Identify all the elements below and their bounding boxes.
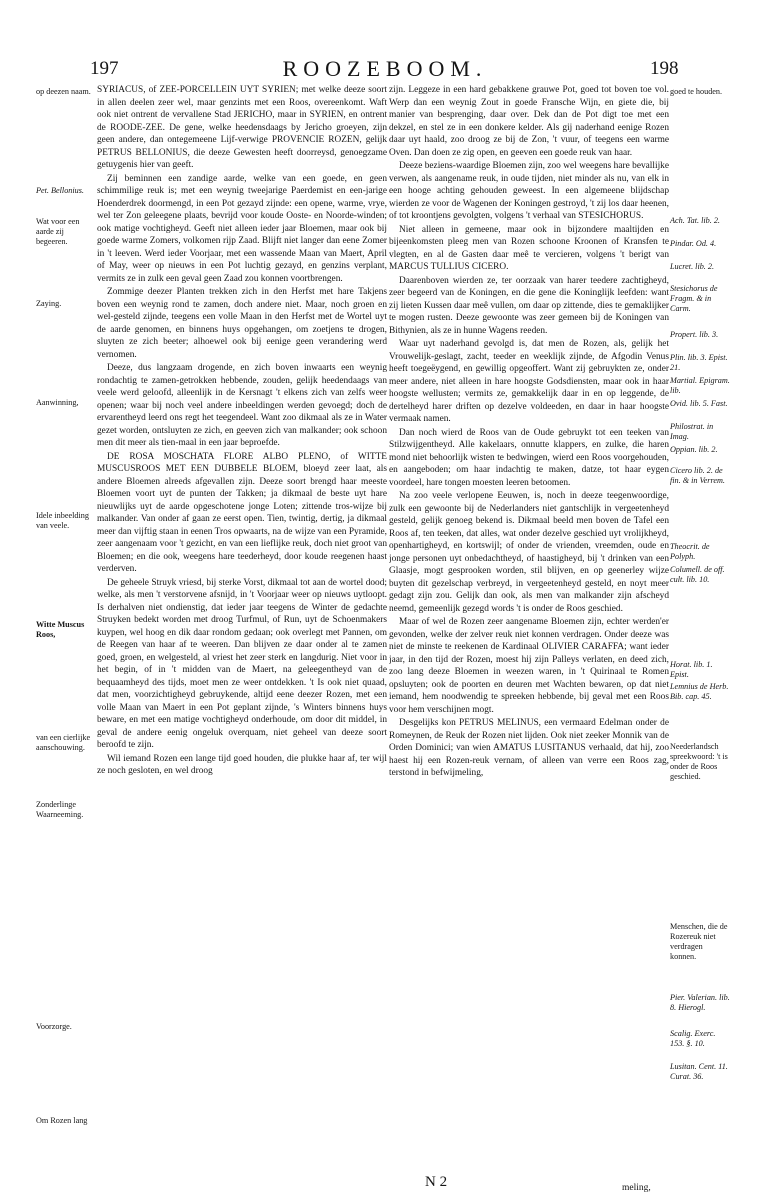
margin-note: Om Rozen lang [36,1116,88,1125]
paragraph: Maar of wel de Rozen zeer aangename Bloemen zijn, echter werden'er gevonden, welke der zelver reuk niet konnen verdragen. Onder deeze was niet de minste te reekenen de Kardinaal OLIVIER CARAFFA; want ieder jaar, in den tijd der Rozen, moest hij zijn Palleys verlaten, en deed zich, zoo lang deeze Bloemen in weezen waren, in 't Quirinaal te Romen opsluyten; ook de poorten en deuren met Wachten bewaren, op dat niet iemand, hem noodwendig te spreeken hebbende, bij geval met een Roos voor hem verschijnen mogt. [389,617,669,715]
margin-note: Pet. Bellonius. [36,186,84,195]
paragraph: Daarenboven wierden ze, ter oorzaak van harer teedere zachtigheyd, zeer begeerd van de Koningen, en die gene die Koninglijk leefden: want zij lieten Kussen daar meê vullen, om daar op zittende, dies te gemaklijker te mogen rusten. Deeze gewoonte was zeer gemeen bij de Koningen van Bithynien, als ze in hunne Wagens reeden. [389,275,669,336]
paragraph: Niet alleen in gemeene, maar ook in bijzondere maaltijden en bijeenkomsten pleeg men van Rozen schoone Kroonen of Kransfen te vlegten, en al de Gasten daar meê te vercieren, volgens 't berigt van MARCUS TULLIUS CICERO. [389,224,669,272]
margin-note: Columell. de off. cult. lib. 10. [670,565,725,584]
page-footer [0,1173,762,1197]
margin-note: Ovid. lib. 5. Fast. [670,399,728,408]
margin-note: Menschen, die de Rozereuk niet verdragen konnen. [670,922,728,961]
margin-note: Propert. lib. 3. [670,330,719,339]
margin-note: Lemnius de Herb. Bib. cap. 45. [670,682,729,701]
paragraph: Zij beminnen een zandige aarde, welke van een goede, en geen schimmilige reuk is; met een weynig tweejarige Paerdemist en een-jarige Hoenderdrek doormengd, in een Pot gezayd zijnde: een opene, warme, vrye, wel ter Zon geleegene plaats, bevrijd voor koude Ooste- en Noorde-winden; ook matige vochtigheyd. Geeft niet alleen ieder jaar Bloemen, maar ook bij goede warme Zomers, volkomen rijp Zaad. Blijft niet langer dan eene Zomer in 't leeven. Werd ieder Voorjaar, met een wassende Maan van Maert, April of May, weer op nieuws in een Pot luchtig gezayd, en genzins verplant, vermits ze in zulk een geval geen Zaad zou konnen voortbrengen. [97,173,387,284]
page-header [0,56,762,82]
margin-note: Cicero lib. 2. de fin. & in Verrem. [670,466,725,485]
margin-note: Plin. lib. 3. Epist. 21. [670,353,728,372]
running-head: ROOZEBOOM. [282,56,488,81]
margin-note: goed te houden. [670,87,723,96]
paragraph: Zommige deezer Planten trekken zich in den Herfst met hare Takjens boven een weynig rond te zamen, doch andere niet. Maar, noch groen en wel-gesteld zijnde, teegens een volle Maan in den Herfst met de Wortel uyt de aarde genomen, en binnens huys opgehangen, om zoetjens te drogen, sluyten ze zich beeter; alhoewel ook bij eenige geen verandering werd vernomen. [97,287,387,360]
margin-note: Horat. lib. 1. Epist. [670,660,713,679]
paragraph: SYRIACUS, of ZEE-PORCELLEIN UYT SYRIEN; met welke deeze soort in allen deelen zeer wel, maar genzints met een Roos, overeenkomt. Waft ook niet ontrent de vervallene Stad JERICHO, maar in SYRIEN, en ontrent de ROODE-ZEE. De gene, welke heedensdaags by Jericho groeyen, zijn geen andere, dan ontegemeene Lijf-verwige PROVENCIE ROZEN, gelijk PETRUS BELLONIUS, die deeze Gewesten heeft doorreysd, genoegzame getuygenis hier van geeft. [97,85,387,170]
paragraph: zijn. Leggeze in een hard gebakkene grauwe Pot, goed tot boven toe vol. Werp dan een weynig Zout in goede Fransche Wijn, en giete die, bij manier van besprenging, daar over. Dek dan de Pot digt toe met een dekzel, en stel ze in een donkere kelder. Als gij naderhand eenige Rozen daar uyt haald, zoo droog ze bij de Zon, 't vuur, of teegens een warme Oven. Dan doen ze zig open, en geeven een goede reuk van haar. [389,85,669,158]
margin-note: Scalig. Exerc. 153. §. 10. [670,1029,716,1048]
paragraph: De geheele Struyk vriesd, bij sterke Vorst, dikmaal tot aan de wortel dood; welke, als men 't verstorvene afsnijd, in 't Voorjaar weer op nieuws uytloopt. Is derhalven niet ondienstig, dat ieder jaar teegens de Winter de gedachte Struyken bedekt worden met droog Turfmul, of Run, uyt de Schoenmakers kuypen, wel hoog en dik daar rondom gedaan; ook overlegt met Pannen, om de Reegen van haar af te weeren. Dan blijven ze daar onder al te zamen goed, groen, en welgesteld, al vriest het zeer sterk en langdurig. Niet voor in het begin, of in 't midden van de Maert, na geleegentheyd van de bequaamheyd des tijds, moet men ze weer ontdekken. 't Is ook niet quaad, dat men, voorzichtigheyd gebruykende, altijd eene deezer Rozen, met een volle Maan van Maert in een Pot geplant zijnde, 's Winters binnens huys beware, en met een matige vochtigheyd onderhoude, om door dit middel, in geval de andere eenig ongeluk overquam, niet geheel van deeze soort beroofd te zijn. [97,577,387,750]
paragraph: Desgelijks kon PETRUS MELINUS, een vermaard Edelman onder de Romeynen, de Reuk der Rozen niet lijden. Ook niet zeeker Monnik van de Orden Dominici; van wien AMATUS LUSITANUS verhaald, dat hij, zoo haest hij een Rozen-reuk vernam, of alleen van verre een Roos zag, terstond in befwijmeling, [389,718,669,778]
margin-note: Lucret. lib. 2. [670,262,715,271]
page-number-left: 197 [90,58,119,79]
margin-note: Zaying. [36,299,62,308]
margin-note: op deezen naam. [36,87,91,96]
margin-note: Oppian. lib. 2. [670,445,718,454]
paragraph: Na zoo veele verlopene Eeuwen, is, noch in deeze teegenwoordige, zulk een gewoonte bij de Nederlanders niet gantschlijk in vergeetenheyd gesteld, gelijk genoeg bekend is. Dikmaal beeld men boven de Tafel een Roos af, ten teeken, dat alles, wat onder dezelve geschied uyt vrolijkheyd, openhartigheyd, en kortswijl; of onder de vrienden, vreemden, oude en jonge personen uyt onbedachtheyd, of haastigheyd, bij 't drinken van een Glaasje, mogt gesprooken worden, stil blijven, en op geenerley wijze buyten dit gezelschap verbreyd, in vergeetenheyd gesteld, en noyt meer gedagt zijn zou. Gelijk dan ook, als men van malkander zijn afscheyd neemd, gemeenlijk gezegd words 't is onder de Roos geschied. [389,491,669,614]
margin-note: Lusitan. Cent. 11. Curat. 36. [670,1062,728,1081]
margin-note: Aanwinning, [36,398,79,407]
margin-note: Ach. Tat. lib. 2. [670,216,720,225]
margin-note: Idele inbeelding van veele. [36,511,89,530]
page-number-right: 198 [650,58,679,79]
margin-note: van een cierlijke aanschouwing. [36,733,91,752]
margin-note: Zonderlinge Waarneeming. [36,800,84,819]
paragraph: Deeze, dus langzaam drogende, en zich boven inwaarts een weynig rondachtig te zamen-getrokken hebbende, zouden, gelijk heedendaags van veele werd geloofd, alleenlijk in de Kersnagt 't elkens zich van zelfs weer openen; waar bij noch veel andere inbeeldingen werden gevoegd; doch de ervarentheyd leerd ons regt het teegendeel. Want zoo dikmaal als ze in Water gezet worden, ontsluyten ze zich, en geeven zich van malkander; ook schoon men dit meer als tien-maal in een jaar beproefde. [97,363,387,448]
margin-note: Wat voor een aarde zij begeeren. [36,217,80,246]
margin-note: Martial. Epigram. lib. [670,376,730,395]
paragraph: Waar uyt naderhand gevolgd is, dat men de Rozen, als, gelijk het Vrouwelijk-geslagt, zacht, teeder en weeklijk zijnde, de Afgodin Venus heeft toegeëygend, en gewillig opgeoffert. Want zij gebruykten ze, onder meer andere, niet alleen in hare hoogste Godsdiensten, maar ook in haar hoogste wellusten; vermits ze, gemakkelijk daar in en op leggende, de dertelheyd harer driften op dezelve voldeeden, en daar in haar hoogste vermaak namen. [389,339,669,424]
paragraph: Dan noch wierd de Roos van de Oude gebruykt tot een teeken van Stilzwijgentheyd. Alle kakelaars, onnutte klappers, en zulke, die haren mond niet behoorlijk wisten te bedwingen, wierd een Roos voorgehouden, en aangeboden; om haar indachtig te maken, datze, tot haar eygen voordeel, hare tongen moesten leeren betoomen. [389,427,669,488]
signature-mark: N 2 [425,1174,448,1190]
catchword: meling, [622,1183,651,1193]
margin-note: Witte Muscus Roos, [36,620,85,639]
margin-note: Pindar. Od. 4. [670,239,717,248]
margin-note: Pier. Valerian. lib. 8. Hierogl. [670,993,730,1012]
paragraph: Wil iemand Rozen een lange tijd goed houden, die plukke haar af, ter wijl ze noch gesloten, en wel droog [97,753,387,776]
margin-note: Neederlandsch spreekwoord: 't is onder de Roos geschied. [670,742,728,781]
paragraph: DE ROSA MOSCHATA FLORE ALBO PLENO, of WITTE MUSCUSROOS MET EEN DUBBELE BLOEM, bloeyd zeer laat, als andere Bloemen alreeds afgevallen zijn. Deeze soort brengd haar meeste Bloemen voort uyt de punten der Takken; ja dikmaal de beste uyt hare nieuwlijks uyt de aarde opgeschotene jonge Loten; zittende tros-wijze bij malkander. Van onder af gaan ze eerst open. Tien, twintig, dertig, ja dikmaal meer dan vijftig staan in eenen Tros opwaarts, na de wijze van een Pyramide, zeer aangenaam voor 't gezicht, en van een lieflijke reuk, doch niet groot van Bloemen; en die ook, weegens hare teederheyd, door koude reegenen haast verderven. [97,451,387,574]
left-text-column [97,84,387,1168]
paragraph: Deeze beziens-waardige Bloemen zijn, zoo wel weegens hare bevallijke verwen, als aangename reuk, in oude tijden, niet minder als nu, van elk in een hooge achting gehouden geweest. In een algemeene blijdschap wierden ze voor de Wagenen der Koningen gestroyd, 't zij los daar heenen, of tot kroontjens gevolgten, volgens 't verhaal van STESICHORUS. [389,161,669,221]
margin-note: Theocrit. de Polyph. [670,542,710,561]
margin-note: Philostrat. in Imag. [670,422,714,441]
margin-note: Voorzorge. [36,1022,72,1031]
margin-note: Stesichorus de Fragm. & in Carm. [670,284,718,313]
right-text-column [389,84,669,1168]
